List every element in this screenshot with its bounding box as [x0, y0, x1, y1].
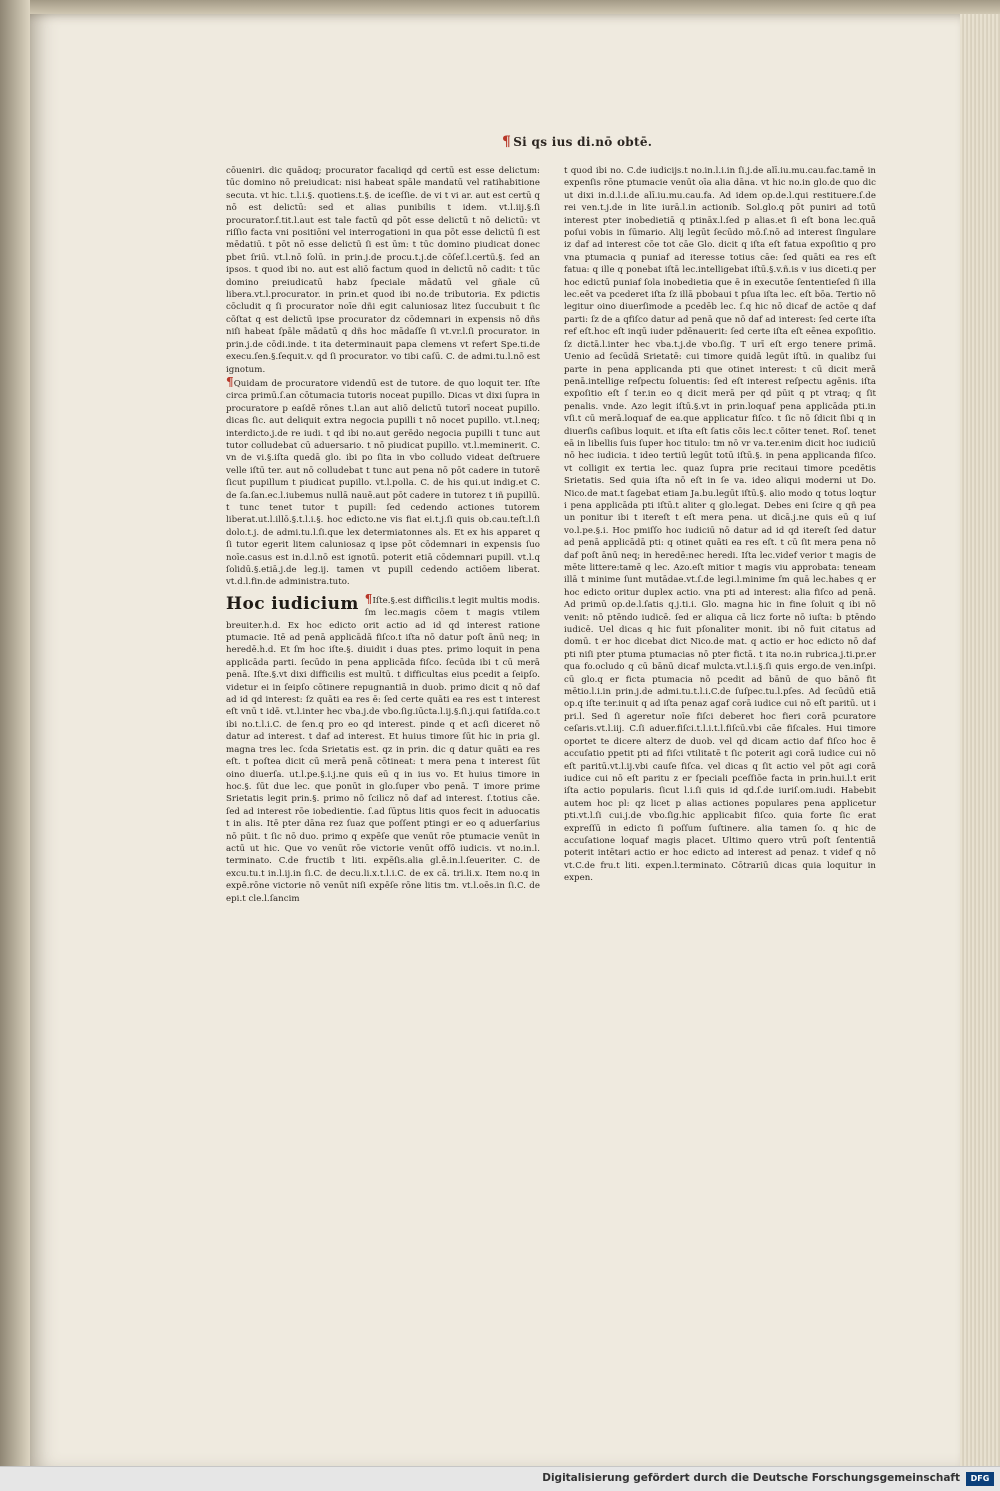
book-binding	[0, 0, 30, 1466]
left-paragraph-2-text: Quidam de procuratore videndū est de tutore. de quo loquit ter. Iſte circa primū.ſ.an cōtumacia tutoris noceat pupillo. Dicas vt dixi ſupra in procuratore p eaſdē rōnes t.l.an aut aliō delictū tutorī noceat pupillo. dicas ſic. aut deliquit extra negocia pupilli t nō nocet pupillo. vt.l.neq; interdicto.j.de re iudi. t qd ibi no.aut gerēdo negocia pupilli t tunc aut tutor colludebat cū aduersario. t nō piudicat pupillo. vt.l.meminerit. C. vn de vi.§.iſta quedā glo. ibi po ſita in vbo colludo videat deſtruere velle iſtū ter. aut nō colludebat t tunc aut pena nō pōt cadere in tutorē ſicut pupillum t piudicat pupillo. vt.l.polla. C. de his qui.ut indig.et C. de ſa.ſan.ec.l.iubemus nullā nauē.aut pōt cadere in tutorez t iñ pupillū. t tunc tenet tutor t pupill: ſed cedendo actiones tutorem liberat.ut.l.illō.§.t.l.i.§. hoc edicto.ne vis fiat ei.t.j.ſi quis ob.cau.teſt.l.ſi dolo.t.j. de admi.tu.l.ſi.que lex determiatonnes als. Et ex his apparet q ſi tutor egerit litem caluniosaz q ipse pōt cōdemnari in expensis ſuo noīe.casus est in.d.l.nō est ignotū. poterit etiā cōdemnari pupill. vt.l.q ſolidū.§.etiā.j.de leg.ij. tamen vt pupill cedendo actiōem liberat. vt.d.l.fin.de administra.tuto.	[226, 378, 540, 588]
right-text-column	[564, 165, 876, 1193]
left-paragraph-3	[226, 593, 540, 905]
footer-credit: Digitalisierung gefördert durch die Deutsche Forschungsgemeinschaft	[542, 1472, 960, 1484]
right-paragraph: t quod ibi no. C.de iudicijs.t no.in.l.i.in ſi.j.de alī.iu.mu.cau.fac.tamē in expenſis rōne ptumacie venūt oīa alia dāna. vt hic no.in glo.de quo dic ut dixi in.d.l.i.de alī.iu.mu.cau.fa. Ad idem op.de.l.qui restituere.ſ.de rei ven.t.j.de in lite iurā.l.in actionib. Sol.glo.q pōt puniri ad totū interest pter inobedietiā q ptināx.l.ſed p alias.et ſi eſt bona lec.quā poſui vobis in ſūmario. Alij legūt ſecūdo mō.ſ.nō ad interest ſingulare iz daf ad interest cōe tot cāe Glo. dicit q iſta eſt fatua expoſitio q pro vna ptumacia q puniaf ad iteresse totius cāe: ſed quāti ea res eſt fatua: q ille q ponebat iſtā lec.intelligebat iſtū.§.v.ñ.is v ius diceti.q per hoc edictū puniaf ſola inobedietia que ē in executōe ſententieſed ſi illa lec.eēt va pcederet iſta ſz illā pbobaui t pſua iſta lec. eſt bōa. Tertio nō legitur oino diuerſimode a pcedēb lec. ſ.q hic nō dicaf de actōe q daf parti: ſz de a qfiſco datur ad penā que nō daf ad interest: ſed certe iſta ref eſt.hoc eſt inqū iuder pdēnauerit: ſed certe iſta eſt eēnea expoſitio. ſz dictā.l.inter hec vba.t.j.de vbo.ſig. T urī eſt ergo tenere primā. Uenio ad ſecūdā Srietatē: cui timore quidā legūt iſtū. in qualibz ſui parte in pena applicanda pti que otinet interest: t cū dicit merā penā.intellige reſpectu ſoluentis: ſed eſt interest reſpectu agēnis. iſta expoſitio eſt ſ ter.in eo q dicit merā per qd pūit q pt vtraq; q ſit penalis. vnde. Azo legit iſtū.§.vt in prin.loquaf pena applicāda pti.in vſi.t cū merā.loquaf de ea.que applicatur fiſco. t ſic nō ſdicit ſibi q in diuerſis caſibus loquit. et iſta eſt ſatis cōis lec.t cōiter tenet. Roſ. tenet eā in libellis ſuis ſuper hoc titulo: tm nō vr va.ter.enim dicit hoc iudiciū nō hec iudicia. t ideo tertiū legūt totū iſtū.§. in pena applicanda fiſco. vt colligit ex tertia lec. quaz ſupra prie recitaui timore pcedētis Srietatis. Sed quia iſta nō eſt in ſe va. ideo aliqui moderni ut Do. Nico.de mat.t ſagebat etiam Ja.bu.legūt iſtū.§. alio modo q totus loqtur i pena applicāda pti iſtū.t aliter q glo.legat. Debes eni ſcire q qñ pea un ponitur ibi t itereſt t eſt mera pena. ut dicā.j.ne quis eū q iuſ vo.l.pe.§.i. Hoc pmiſſo hoc iudiciū nō datur ad id qd itereſt ſed datur ad penā applicādā pti: q otinet quāti ea res eſt. t cū ſit mera pena nō daf poſt ānū neq; in heredē:nec heredi. Iſta lec.videf verior t magis de mēte littere:tamē q lec. Azo.eſt mitior t magis viu approbata: teneam illā t minime ſunt mutādae.vt.ſ.de legi.l.minime ſm quā lec.habes q er hoc edicto oritur duplex actio. vna pti ad interest: alia fiſco ad penā. Ad primū op.de.l.ſatis q.j.ti.i. Glo. magna hic in fine ſoluit q ibi nō venit: nō ptēndo iudicē. ſed er aliqua cā licz forte nō iuſta: b ptēndo iudicē. Uel dicas q hic fuit pſonaliter monit. ibi nō fuit citatus ad domū. t er hoc dicebat dict Nico.de mat. q actio er hoc edicto nō daf pti niſi pter ptuma ptumacias nō pter fictā. t ita no.in rubrica.j.ti.pr.er qua fo.ocludo q cū bānū dicaf mulcta.vt.l.i.§.ſi quis ergo.de ven.inſpi. cū glo.q er ficta ptumacia nō pcedit ad bānū de quo bānō fit mētio.l.i.in prin.j.de admi.tu.t.l.i.C.de ſuſpec.tu.l.pſes. Ad ſecūdū etiā op.q iſte ter.inuit q ad iſta penaz agaf corā iudice cui nō eſt paritū. ut i pri.l. Sed ſi ageretur noīe fiſci deberet hoc fieri corā pcuratore ceſaris.vt.l.iij. C.ſi aduer.fiſci.t.l.i.t.l.fiſcū.vbi cāe fiſcales. Hui timore oportet te dicere alterz de duob. vel qd dicam actio daf fiſco hoc ē accuſatio ppetit pti ad fiſci vtilitatē t ſic poterit agi corā iudice cui nō eſt paritū.vt.l.ij.vbi cauſe fiſca. vel dicas q ſit actio vel pōt agi corā iudice cui nō eſt paritu z er ſpeciali pceſſiōe facta in prin.hui.l.t erit iſta actio popularis. ſicut l.i.ſi quis id qd.ſ.de iuriſ.om.iudi. Habebit autem hoc pl: qz licet p alias actiones populares pena applicetur pti.vt.l.ſi cui.j.de vbo.ſig.hic applicabit fiſco. quia forte ſic erat expreſſū in edicto ſi poſſum ſuſtinere. alia tamen ſo. q hic de accuſatione loquaf magis placet. Ultimo quero vtrū poſt ſententiā poterit intētari actio er hoc edicto ad interest ad penaz. t videf q nō vt.C.de fru.t liti. expen.l.terminato. Cōtrariū dicas quia loquitur in expen.	[564, 166, 876, 884]
rubric-pilcrow-icon: ¶	[502, 134, 512, 150]
left-paragraph-2	[226, 376, 540, 589]
dfg-logo-icon: DFG	[966, 1472, 994, 1486]
digitization-footer	[0, 1466, 1000, 1491]
paragraph-mark-icon: ¶	[364, 591, 373, 606]
running-head	[502, 134, 662, 156]
page-fore-edge	[960, 14, 1000, 1466]
running-head-text: Si qs ius di.nō obtē.	[513, 135, 653, 149]
left-text-column	[226, 165, 540, 1193]
paragraph-mark-icon: ¶	[226, 374, 234, 389]
section-heading: Hoc iudicium	[226, 593, 359, 614]
left-paragraph-3-text: Iſte.§.est difficilis.t legit multis modis. ſm lec.magis cōem t magis vtilem breuiter.h.d. Ex hoc edicto orit actio ad id qd interest ratione ptumacie. Itē ad penā applicādā fiſco.t iſta nō datur poſt ānū neq; in heredē.h.d. Et ſm hoc iſte.§. diuidit i duas ptes. primo loquit in pena applicāda parti. ſecūdo in pena applicāda fiſco. ſecūda ibi t cū merā penā. Iſte.§.vt dixi difficilis est multū. t difficultas eius pcedit a ſeipſo. videtur ei in ſeipſo cōtinere repugnantiā in duob. primo dicit q nō daf ad id qd interest: ſz quāti ea res ē: ſed certe quāti ea res est t interest eſt vnū t idē. vt.l.inter hec vba.j.de vbo.ſig.iūcta.l.ij.§.ſi.j.qui ſatiſda.co.t ibi no.t.l.i.C. de ſen.q pro eo qd interest. pinde q et acſi diceret nō datur ad interest. t daf ad interest. Et huius timore ſūt hic in pria gl. magna tres lec. ſcda Srietatis est. qz in prin. dic q datur quāti ea res eſt. t poſtea dicit cū merā penā cōtineat: t mera pena t interest ſūt oino diuerſa. ut.l.pe.§.i.j.ne quis eū q in ius vo. Et huius timore in hoc.§. ſūt due lec. que ponūt in glo.ſuper vbo penā. T imore prime Srietatis legit prin.§. primo nō ſcilicz nō daf ad interest. ſ.totius cāe. ſed ad interest rōe iobedientie. ſ.ad ſūptus litis quos fecit in aduocatis t in alis. Itē pter dāna rez ſuaz que poſſent ptingi er eo q aduerſarius nō pūit. t ſic nō duo. primo q expēſe que venūt rōe ptumacie venūt in actū ut hic. Que vo venūt rōe victorie venūt offō iudicis. vt no.in.l. terminato. C.de fructib t liti. expēſis.alia gl.ē.in.l.ſeueriter. C. de excu.tu.t in.l.ij.in ſi.C. de decu.li.x.t.l.i.C. de ex cā. tri.li.x. Item no.q in expē.rōne victorie nō venūt niſi expēſe rōne litis tm. vt.l.oēs.in ſi.C. de epi.t cle.l.ſancim	[226, 595, 540, 904]
left-paragraph-1: cōueniri. dic quādoq; procurator facaliqd qd certū est esse delictum: tūc domino nō preiudicat: nisi habeat spāle mandatū vel ratihabitione secuta. vt hic. t.l.i.§. quotiens.t.§. de iceſſie. de vi t vi ar. aut est certū q nō est delictū: sed et alias punibilis t idem. vt.l.iij.§.ſi procurator.ſ.tit.l.aut est tale factū qd pōt esse delictū t nō delictū: vt riſſio facta vni positiōni vel interrogationi in qua pōt esse delictū ſi est mēdatiū. t pōt nō esse delictū ſi est ūm: t tūc domino piudicat donec pbet ſriū. vt.l.nō ſolū. in prin.j.de procu.t.j.de cōſeſ.l.certū.§. ſed an ipsos. t quod ibi no. aut est aliō factum quod in delictū nō cadit: t tūc domino preiudicatū habz ſpeciale mādatū vel gñale cū libera.vt.l.procurator. in prin.et quod ibi no.de tributoria. Ex pdictis cōcludit q ſi procurator noīe dñi egit caluniosaz litez ſuccubuit t ſic cōſtat q est delictū ipse procurator dz cōdemnari in expensis nō dñs niſi habeat ſpāle mādatū q dñs hoc mādaſſe ſi vt.vr.l.ſi procurator. in prin.j.de cōdi.inde. t ita determinauit papa clemens vt refert Spe.ti.de execu.ſen.§.ſequit.v. qd ſi procurator. vo tibi caſū. C. de admi.tu.l.nō est ignotum.	[226, 166, 540, 375]
